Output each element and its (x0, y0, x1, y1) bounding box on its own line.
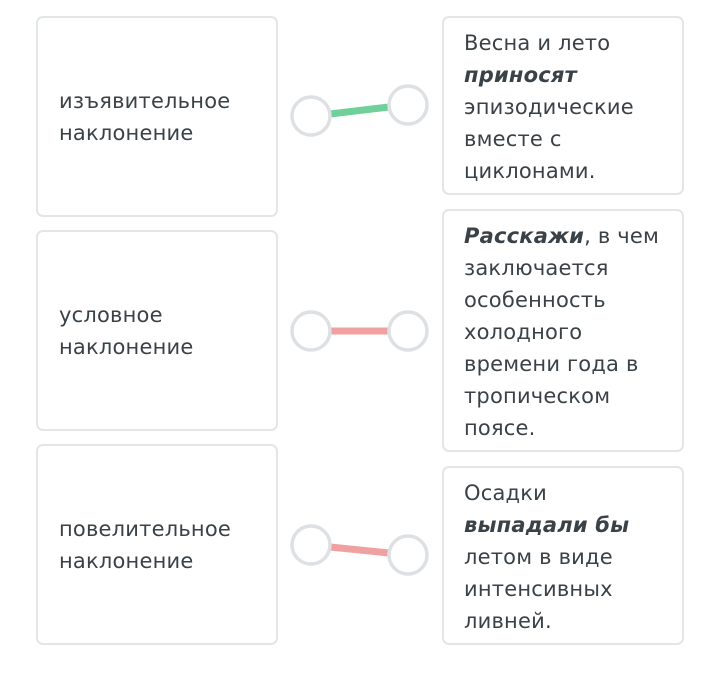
sentence-part: , в чем заключается особенность холодного времени года в тропическом поясе. (464, 224, 660, 440)
left-connector-dot-1[interactable] (292, 97, 330, 135)
connection-line-3 (330, 547, 389, 553)
left-connector-dot-2[interactable] (292, 312, 330, 350)
right-connector-dot-3[interactable] (389, 536, 427, 574)
sentence-part: Осадки (464, 481, 547, 505)
match-left-label: условное наклонение (59, 302, 194, 359)
verb-highlight: выпадали бы (464, 513, 630, 537)
right-connector-dot-2[interactable] (389, 312, 427, 350)
right-connector-dot-1[interactable] (389, 86, 427, 124)
sentence-part: Весна и лето (464, 31, 611, 55)
connection-line-1 (330, 107, 389, 114)
sentence-part: эпизодические вместе с циклонами. (464, 95, 634, 183)
left-connector-dot-3[interactable] (292, 526, 330, 564)
match-left-label: повелительное наклонение (59, 516, 231, 573)
verb-highlight: приносят (464, 63, 577, 87)
match-left-label: изъявительное наклонение (59, 88, 231, 145)
verb-highlight: Расскажи (464, 224, 585, 248)
sentence-part: летом в виде интенсивных ливней. (464, 545, 613, 633)
